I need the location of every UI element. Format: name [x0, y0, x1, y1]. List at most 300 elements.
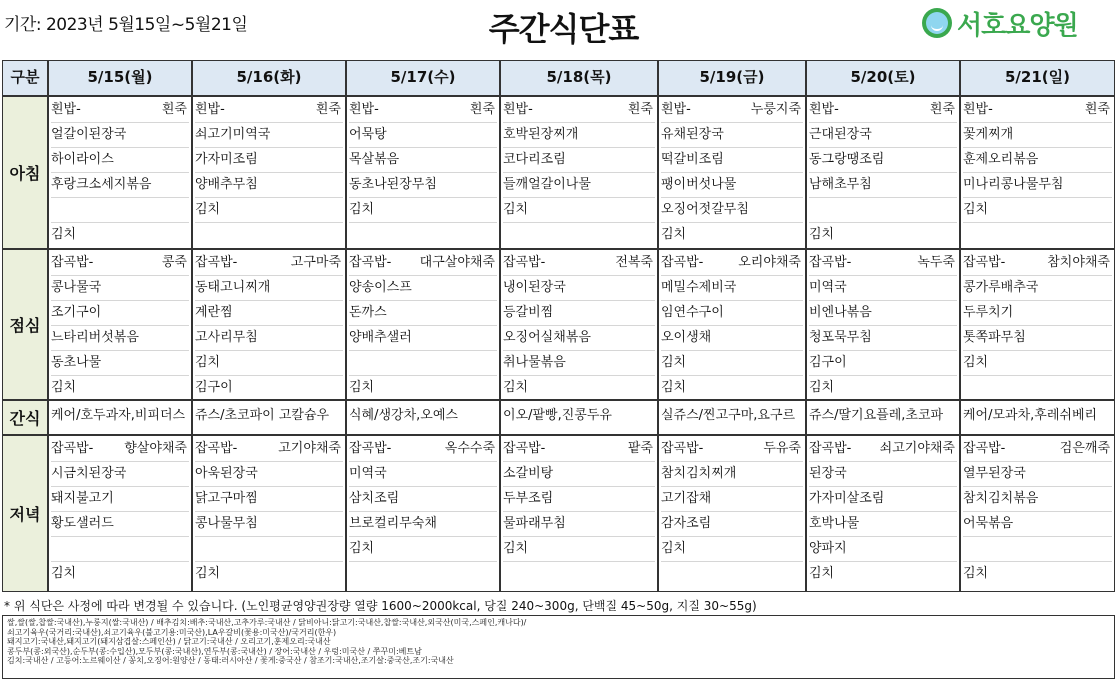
menu-item [661, 436, 803, 462]
day-header: 5/20(토) [806, 60, 960, 96]
menu-item [661, 536, 803, 562]
meal-cell [658, 435, 806, 592]
menu-item [195, 325, 343, 351]
menu-item [503, 511, 655, 537]
origin-line: 돼지고기:국내산,돼지고기(돼지삼겹살:스페인산) / 닭고기:국내산 / 오리고기,훈제오리:국내산 [7, 637, 331, 647]
porridge-option: 흰죽 [627, 102, 653, 117]
menu-item [661, 561, 803, 586]
menu-item-text: 김치 [661, 227, 687, 242]
menu-item [195, 147, 343, 173]
menu-item [963, 122, 1112, 148]
menu-item [963, 536, 1112, 562]
menu-item-text: 김치 [349, 380, 375, 395]
porridge-option: 참치야채죽 [1047, 255, 1110, 270]
menu-item [503, 275, 655, 301]
menu-item [195, 436, 343, 462]
porridge-option: 옥수수죽 [444, 441, 495, 456]
menu-item-text: 미나리콩나물무침 [963, 177, 1064, 192]
menu-item [195, 275, 343, 301]
porridge-option: 흰죽 [469, 102, 495, 117]
menu-item-text: 시금치된장국 [51, 466, 127, 481]
menu-item-text: 된장국 [809, 466, 847, 481]
menu-item [809, 172, 957, 198]
menu-item-text: 돈까스 [349, 305, 387, 320]
menu-item-text: 두부조림 [503, 491, 554, 506]
menu-item-text: 팽이버섯나물 [661, 177, 737, 192]
menu-item [503, 222, 655, 247]
menu-item [503, 250, 655, 276]
meal-label: 점심 [2, 249, 48, 400]
menu-item-text: 콩가루배추국 [963, 280, 1039, 295]
menu-item [963, 375, 1112, 400]
menu-item [963, 436, 1112, 462]
menu-item-text: 양배추샐러 [349, 330, 412, 345]
menu-item [195, 461, 343, 487]
menu-item-text: 조기구이 [51, 305, 102, 320]
menu-item [51, 222, 189, 247]
menu-item [809, 436, 957, 462]
menu-item [51, 561, 189, 586]
menu-item-text: 호박나물 [809, 516, 860, 531]
porridge-option: 흰죽 [1084, 102, 1110, 117]
menu-item-text: 참치김치볶음 [963, 491, 1039, 506]
meal-cell [806, 435, 960, 592]
meal-cell [192, 400, 346, 435]
menu-item [963, 511, 1112, 537]
porridge-option: 고기야채죽 [278, 441, 341, 456]
menu-item [349, 325, 497, 351]
snack-item: 케어/모과차,후레쉬베리 [963, 408, 1098, 423]
menu-item [661, 461, 803, 487]
meal-cell [346, 400, 500, 435]
origin-line: 콩두부(콩:외국산),순두부(콩:수입산),모두부(콩:국내산),연두부(콩:국내산) / 장어:국내산 / 우렁:미국산 / 쭈꾸미:베트남 [7, 646, 422, 656]
menu-item-text: 흰밥- [661, 102, 691, 117]
menu-item-text: 잡곡밥- [963, 255, 1006, 270]
menu-item-text: 물파래무침 [503, 516, 566, 531]
menu-item [51, 486, 189, 512]
menu-item [661, 147, 803, 173]
menu-item [503, 350, 655, 376]
menu-item [195, 486, 343, 512]
menu-item [503, 536, 655, 562]
menu-item [661, 122, 803, 148]
menu-item [963, 561, 1112, 586]
menu-item [51, 275, 189, 301]
menu-item-text: 가자미조림 [195, 152, 258, 167]
menu-item-text: 콩나물무침 [195, 516, 258, 531]
menu-item [809, 97, 957, 123]
porridge-option: 두유죽 [763, 441, 801, 456]
menu-item [349, 147, 497, 173]
porridge-option: 고구마죽 [290, 255, 341, 270]
meal-cell [48, 400, 192, 435]
menu-item [349, 536, 497, 562]
menu-item-text: 잡곡밥- [661, 441, 704, 456]
menu-item [963, 300, 1112, 326]
meal-cell [192, 96, 346, 249]
menu-item-text: 잡곡밥- [195, 441, 238, 456]
menu-item-text: 김치 [963, 566, 989, 581]
snack-item: 쥬스/딸기요플레,초코파 [809, 408, 944, 423]
menu-item [195, 375, 343, 400]
menu-item-text: 김치 [809, 227, 835, 242]
menu-item-text: 계란찜 [195, 305, 233, 320]
menu-item [809, 197, 957, 223]
menu-item-text: 흰밥- [51, 102, 81, 117]
menu-item [963, 97, 1112, 123]
menu-item [503, 300, 655, 326]
menu-item [809, 375, 957, 400]
porridge-option: 쇠고기야채죽 [879, 441, 955, 456]
meal-cell [346, 435, 500, 592]
menu-item [809, 222, 957, 247]
menu-item-text: 흰밥- [503, 102, 533, 117]
menu-item [661, 275, 803, 301]
menu-item-text: 김치 [349, 202, 375, 217]
menu-item [503, 197, 655, 223]
origin-line: 쇠고기육우(국거리:국내산),쇠고기육우(불고기용:미국산),LA우갈비(꽃용:미국산)/국거리(한우) [7, 627, 337, 637]
meal-label: 간식 [2, 400, 48, 435]
menu-item [51, 300, 189, 326]
menu-item-text: 양송이스프 [349, 280, 412, 295]
menu-item-text: 김치 [661, 380, 687, 395]
menu-item-text: 코다리조림 [503, 152, 566, 167]
corner-label: 구분 [2, 60, 48, 96]
menu-item-text: 오징어실채볶음 [503, 330, 591, 345]
porridge-option: 오리야채죽 [738, 255, 801, 270]
menu-item-text: 취나물볶음 [503, 355, 566, 370]
menu-item [963, 325, 1112, 351]
menu-item [195, 561, 343, 586]
origin-line: 김치:국내산 / 고등어:노르웨이산 / 꽁치,오징어:원양산 / 동태:러시아산 / 꽃게:중국산 / 참조기:국내산,조기살:중국산,조기:국내산 [7, 656, 454, 666]
menu-item-text: 양배추무침 [195, 177, 258, 192]
menu-item [661, 486, 803, 512]
menu-item-text: 남해초무침 [809, 177, 872, 192]
menu-item-text: 김치 [349, 541, 375, 556]
porridge-option: 향살야채죽 [124, 441, 187, 456]
menu-item [349, 461, 497, 487]
menu-item [503, 561, 655, 586]
menu-item [195, 197, 343, 223]
menu-item [51, 122, 189, 148]
meal-cell [48, 435, 192, 592]
meal-cell [500, 96, 658, 249]
day-header: 5/19(금) [658, 60, 806, 96]
menu-item [503, 436, 655, 462]
menu-item [503, 122, 655, 148]
menu-item-text: 삼치조림 [349, 491, 400, 506]
meal-cell [48, 249, 192, 400]
menu-item-text: 흰밥- [809, 102, 839, 117]
porridge-option: 검은깨죽 [1059, 441, 1110, 456]
menu-item [195, 350, 343, 376]
menu-item-text: 잡곡밥- [51, 255, 94, 270]
menu-item-text: 김치 [51, 380, 77, 395]
snack-item: 실쥬스/찐고구마,요구르 [661, 408, 796, 423]
menu-item-text: 가자미살조림 [809, 491, 885, 506]
menu-item [661, 511, 803, 537]
menu-period: 기간: 2023년 5월15일~5월21일 [4, 15, 248, 35]
menu-item-text: 호박된장찌개 [503, 127, 579, 142]
menu-item-text: 소갈비탕 [503, 466, 554, 481]
menu-item [51, 97, 189, 123]
menu-item-text: 콩나물국 [51, 280, 102, 295]
menu-item [503, 486, 655, 512]
menu-item-text: 감자조림 [661, 516, 712, 531]
menu-item-text: 김치 [503, 202, 529, 217]
menu-item-text: 떡갈비조림 [661, 152, 724, 167]
menu-item [51, 250, 189, 276]
menu-item-text: 훈제오리볶음 [963, 152, 1039, 167]
menu-item-text: 들깨얼갈이나물 [503, 177, 591, 192]
snack-item: 이오/팥빵,진콩두유 [503, 408, 612, 423]
menu-item-text: 김치 [503, 541, 529, 556]
menu-item-text: 김치 [195, 202, 221, 217]
menu-item-text: 미역국 [809, 280, 847, 295]
menu-item [963, 461, 1112, 487]
menu-item-text: 잡곡밥- [963, 441, 1006, 456]
meal-cell [960, 96, 1115, 249]
menu-item-text: 돼지불고기 [51, 491, 114, 506]
day-header: 5/15(월) [48, 60, 192, 96]
menu-item [195, 172, 343, 198]
menu-item-text: 유채된장국 [661, 127, 724, 142]
menu-item [51, 536, 189, 562]
porridge-option: 흰죽 [315, 102, 341, 117]
menu-item-text: 양파지 [809, 541, 847, 556]
smile-face-logo-icon [922, 8, 952, 38]
menu-item-text: 잡곡밥- [503, 441, 546, 456]
porridge-option: 대구살야채죽 [419, 255, 495, 270]
menu-item [195, 300, 343, 326]
menu-item [349, 300, 497, 326]
menu-item-text: 등갈비찜 [503, 305, 554, 320]
menu-item [963, 147, 1112, 173]
menu-item [349, 436, 497, 462]
menu-item-text: 김구이 [195, 380, 233, 395]
menu-item [51, 147, 189, 173]
menu-item-text: 근대된장국 [809, 127, 872, 142]
menu-item [809, 461, 957, 487]
origin-line: 쌀,쌀(쌀,찹쌀:국내산),누룽지(쌀:국내산) / 배추김치:배추:국내산,고추가루:국내산 / 닭비아니:닭고기:국내산,찹쌀:국내산,외국산(미국,스페인,캐나다)/ [7, 618, 527, 627]
menu-item [661, 300, 803, 326]
menu-item [51, 325, 189, 351]
menu-item [195, 250, 343, 276]
menu-item-text: 흰밥- [349, 102, 379, 117]
menu-item-text: 브로컬리무숙채 [349, 516, 437, 531]
menu-item [809, 250, 957, 276]
menu-item [51, 461, 189, 487]
menu-item-text: 김치 [503, 380, 529, 395]
menu-item [503, 325, 655, 351]
menu-item-text: 청포묵무침 [809, 330, 872, 345]
menu-item-text: 쇠고기미역국 [195, 127, 271, 142]
menu-item-text: 오이생채 [661, 330, 712, 345]
menu-item-text: 아욱된장국 [195, 466, 258, 481]
snack-item: 쥬스/초코파이 고칼슘우 [195, 408, 330, 423]
meal-label: 아침 [2, 96, 48, 249]
menu-item-text: 후랑크소세지볶음 [51, 177, 152, 192]
menu-item [349, 197, 497, 223]
menu-item-text: 메밀수제비국 [661, 280, 737, 295]
menu-item-text: 김치 [809, 566, 835, 581]
menu-item-text: 잡곡밥- [661, 255, 704, 270]
menu-item-text: 얼갈이된장국 [51, 127, 127, 142]
menu-item-text: 잡곡밥- [349, 441, 392, 456]
menu-item-text: 김치 [963, 202, 989, 217]
menu-item-text: 잡곡밥- [51, 441, 94, 456]
menu-item [349, 172, 497, 198]
menu-item-text: 동태고니찌개 [195, 280, 271, 295]
menu-item [963, 172, 1112, 198]
menu-item [661, 325, 803, 351]
menu-item [51, 172, 189, 198]
origin-info-box [2, 615, 1115, 679]
menu-item [195, 122, 343, 148]
meal-cell [960, 400, 1115, 435]
menu-item-text: 비엔나볶음 [809, 305, 872, 320]
menu-item [809, 536, 957, 562]
page-title: 주간식단표 [488, 10, 639, 48]
menu-item [661, 350, 803, 376]
menu-item [963, 275, 1112, 301]
meal-cell [658, 249, 806, 400]
menu-item-text: 김치 [51, 566, 77, 581]
meal-cell [48, 96, 192, 249]
menu-item [503, 147, 655, 173]
menu-item [503, 375, 655, 400]
menu-item [503, 172, 655, 198]
menu-item [349, 97, 497, 123]
menu-item [349, 350, 497, 376]
menu-item-text: 김치 [809, 380, 835, 395]
meal-cell [658, 96, 806, 249]
menu-item-text: 김치 [661, 541, 687, 556]
menu-item-text: 목살볶음 [349, 152, 400, 167]
menu-item [195, 511, 343, 537]
menu-item-text: 냉이된장국 [503, 280, 566, 295]
menu-item-text: 흰밥- [963, 102, 993, 117]
menu-item [51, 375, 189, 400]
menu-item-text: 어묵볶음 [963, 516, 1014, 531]
menu-item-text: 미역국 [349, 466, 387, 481]
menu-item [809, 122, 957, 148]
menu-item [503, 461, 655, 487]
menu-item-text: 김치 [195, 566, 221, 581]
menu-item [349, 561, 497, 586]
menu-item [809, 561, 957, 586]
menu-item-text: 잡곡밥- [503, 255, 546, 270]
menu-item [195, 536, 343, 562]
porridge-option: 흰죽 [161, 102, 187, 117]
menu-item [195, 222, 343, 247]
menu-item [661, 172, 803, 198]
menu-item-text: 잡곡밥- [809, 441, 852, 456]
menu-item-text: 어묵탕 [349, 127, 387, 142]
menu-item [809, 325, 957, 351]
meal-cell [192, 435, 346, 592]
meal-cell [806, 249, 960, 400]
menu-item [349, 275, 497, 301]
menu-item [963, 250, 1112, 276]
menu-item-text: 느타리버섯볶음 [51, 330, 139, 345]
porridge-option: 콩죽 [161, 255, 187, 270]
menu-item [809, 275, 957, 301]
snack-item: 케어/호두과자,비피더스 [51, 408, 186, 423]
menu-item [809, 511, 957, 537]
menu-item-text: 꽃게찌개 [963, 127, 1014, 142]
menu-item-text: 두루치기 [963, 305, 1014, 320]
menu-item [963, 486, 1112, 512]
meal-cell [500, 400, 658, 435]
menu-item-text: 잡곡밥- [809, 255, 852, 270]
menu-item-text: 열무된장국 [963, 466, 1026, 481]
logo-text: 서호요양원 [957, 10, 1078, 41]
menu-item-text: 하이라이스 [51, 152, 114, 167]
menu-item [349, 375, 497, 400]
menu-item-text: 흰밥- [195, 102, 225, 117]
snack-item: 식혜/생강차,오예스 [349, 408, 458, 423]
menu-item [809, 300, 957, 326]
day-header: 5/18(목) [500, 60, 658, 96]
meal-cell [346, 96, 500, 249]
menu-item-text: 동그랑땡조림 [809, 152, 885, 167]
menu-item-text: 톳쪽파무침 [963, 330, 1026, 345]
menu-item [809, 147, 957, 173]
menu-item-text: 황도샐러드 [51, 516, 114, 531]
menu-item-text: 고기잡채 [661, 491, 712, 506]
menu-item-text: 임연수구이 [661, 305, 724, 320]
menu-item [51, 511, 189, 537]
menu-item-text: 김치 [195, 355, 221, 370]
menu-item [661, 197, 803, 223]
meal-cell [960, 435, 1115, 592]
meal-cell [346, 249, 500, 400]
menu-item [963, 222, 1112, 247]
menu-item-text: 오징어젓갈무침 [661, 202, 749, 217]
menu-item [963, 350, 1112, 376]
menu-item-text: 잡곡밥- [195, 255, 238, 270]
porridge-option: 녹두죽 [917, 255, 955, 270]
menu-item-text: 동초나된장무침 [349, 177, 437, 192]
menu-item-text: 닭고구마찜 [195, 491, 258, 506]
menu-item [503, 97, 655, 123]
menu-item [349, 250, 497, 276]
meal-cell [500, 249, 658, 400]
meal-cell [658, 400, 806, 435]
menu-item [809, 486, 957, 512]
porridge-option: 흰죽 [929, 102, 955, 117]
menu-item [661, 97, 803, 123]
menu-item [661, 250, 803, 276]
porridge-option: 전복죽 [615, 255, 653, 270]
menu-item-text: 김구이 [809, 355, 847, 370]
meal-cell [960, 249, 1115, 400]
meal-cell [500, 435, 658, 592]
menu-item-text: 고사리무침 [195, 330, 258, 345]
menu-item [661, 222, 803, 247]
menu-item [51, 350, 189, 376]
menu-item-text: 김치 [51, 227, 77, 242]
day-header: 5/21(일) [960, 60, 1115, 96]
meal-cell [806, 96, 960, 249]
meal-cell [192, 249, 346, 400]
porridge-option: 누룽지죽 [750, 102, 801, 117]
day-header: 5/17(수) [346, 60, 500, 96]
menu-item [349, 486, 497, 512]
menu-item-text: 잡곡밥- [349, 255, 392, 270]
menu-item [51, 197, 189, 223]
